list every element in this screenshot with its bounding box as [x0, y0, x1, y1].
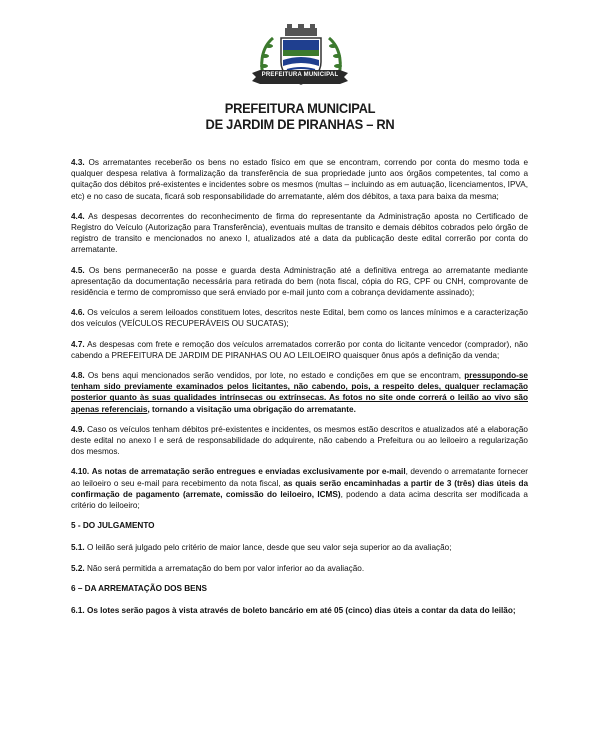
municipality-name-line1: PREFEITURA MUNICIPAL — [224, 100, 376, 116]
clause-emphasis: pressupondo-se tenham sido previamente examinados pelos licitantes, não cabendo, pois, a respeito deles, qualquer reclamação posterior quanto às suas qualidades intrínsecas ou extrínsecas. As fotos no site onde correrá o leilão ao vivo são apenas referenciais — [71, 371, 528, 414]
document-body — [71, 157, 528, 625]
section-5-heading: 5 - DO JULGAMENTO — [71, 521, 155, 531]
clause-text-2: , podendo a data acima descrita ser modificada a critério do leiloeiro; — [71, 489, 528, 511]
municipality-name — [162, 100, 438, 132]
clause-4-4 — [71, 211, 528, 256]
section-6-heading: 6 – DA ARREMATAÇÃO DOS BENS — [71, 583, 208, 593]
municipality-name-line2: DE JARDIM DE PIRANHAS – RN — [205, 116, 395, 132]
clause-number: 4.4. — [71, 211, 85, 221]
clause-number: 5.2. — [71, 563, 85, 573]
clause-number: 4.5. — [71, 265, 85, 275]
clause-4-7 — [71, 339, 528, 361]
clause-4-6 — [71, 307, 528, 329]
clause-bold-2: as quais serão encaminhadas a partir de 3 (três) dias úteis da confirmação de pagamento (arremate, comissão do leiloeiro, ICMS) — [71, 478, 528, 499]
clause-number: 4.9. — [71, 424, 85, 434]
clause-4-9 — [71, 424, 528, 458]
clause-number: 6.1. — [71, 606, 85, 616]
clause-text: As despesas com frete e remoção dos veículos arrematados correrão por conta do licitante vencedor (comprador), não cabendo a PREFEITURA DE JARDIM DE PIRANHAS OU AO LEILOEIRO quaisquer ônus após a definição da venda; — [71, 339, 528, 360]
clause-text: Os veículos a serem leiloados constituem lotes, descritos neste Edital, bem como os lances mínimos e a caracterização dos veículos (VEÍCULOS RECUPERÁVEIS OU SUCATAS); — [71, 308, 528, 329]
clause-number: 5.1. — [71, 543, 85, 553]
clause-text: Os bens aqui mencionados serão vendidos, por lote, no estado e condições em que se encontram, — [87, 371, 462, 381]
clause-text: Não será permitida a arrematação do bem por valor inferior ao da avaliação. — [86, 563, 365, 573]
clause-tail: , tornando a visitação uma obrigação do arrematante. — [147, 404, 356, 414]
ribbon-text: PREFEITURA MUNICIPAL — [261, 72, 339, 78]
clause-text: Os arrematantes receberão os bens no estado físico em que se encontram, correndo por conta do mesmo toda e qualquer despesa relativa à formalização da transferência de sua propriedade junto aos órgãos competentes, tal como a quitação dos débitos pré-existentes e incidentes sobre os mesmos (multas – incluindo as em autuação, licenciamentos, IPVA, etc) e no caso de sucata, ficará sob responsabilidade do arrematante, além dos débitos, a taxa para baixa da mesma; — [71, 158, 528, 201]
clause-text-1: , devendo o arrematante fornecer ao leiloeiro o seu e-mail para recebimento da nota fiscal, — [71, 467, 528, 488]
clause-number: 4.3. — [71, 158, 85, 167]
clause-4-3 — [71, 157, 528, 202]
clause-text: Os bens permanecerão na posse e guarda desta Administração até a definitiva entrega ao arrematante mediante apresentação da documentação necessária para retirada do bem (nota fiscal, cópia do RG, CPF ou CNH, comprovante de residência e termo de compromisso que será enviado por e-mail junto com a cobrança devidamente assinado); — [71, 265, 528, 298]
clause-number: 4.10. — [71, 467, 90, 477]
clause-text: As despesas decorrentes do reconhecimento de firma do representante da Administração aposta no Certificado de Registro do Veículo (Autorização para Transferência), eventuais multas de transito e demais débitos cobrados pelo órgão de registro de transito e mencionados no anexo I, atualizados até a data da publicação deste edital correrão por conta do arrematante. — [71, 211, 528, 255]
clause-4-8 — [71, 370, 528, 415]
clause-text: O leilão será julgado pelo critério de maior lance, desde que seu valor seja superior ao da avaliação; — [86, 543, 452, 553]
clause-bold-1: As notas de arrematação serão entregues e enviadas exclusivamente por e-mail — [91, 467, 406, 477]
clause-5-2 — [71, 563, 528, 574]
clause-number: 4.8. — [71, 371, 85, 381]
clause-text: Caso os veículos tenham débitos pré-existentes e incidentes, os mesmos estão descritos e atualizados até a elaboração deste edital no anexo I e será de responsabilidade do adquirente, não cabendo a Prefeitura ou ao leiloeiro a regularização dos mesmos. — [71, 424, 528, 457]
clause-4-10 — [71, 466, 528, 511]
clause-4-5 — [71, 265, 528, 299]
clause-6-1 — [71, 605, 528, 616]
clause-number: 4.7. — [71, 339, 85, 349]
letterhead — [0, 0, 600, 150]
clause-number: 4.6. — [71, 308, 85, 318]
clause-text: Os lotes serão pagos à vista através de boleto bancário em até 05 (cinco) dias úteis a contar da data do leilão; — [86, 606, 516, 616]
clause-5-1 — [71, 542, 528, 553]
